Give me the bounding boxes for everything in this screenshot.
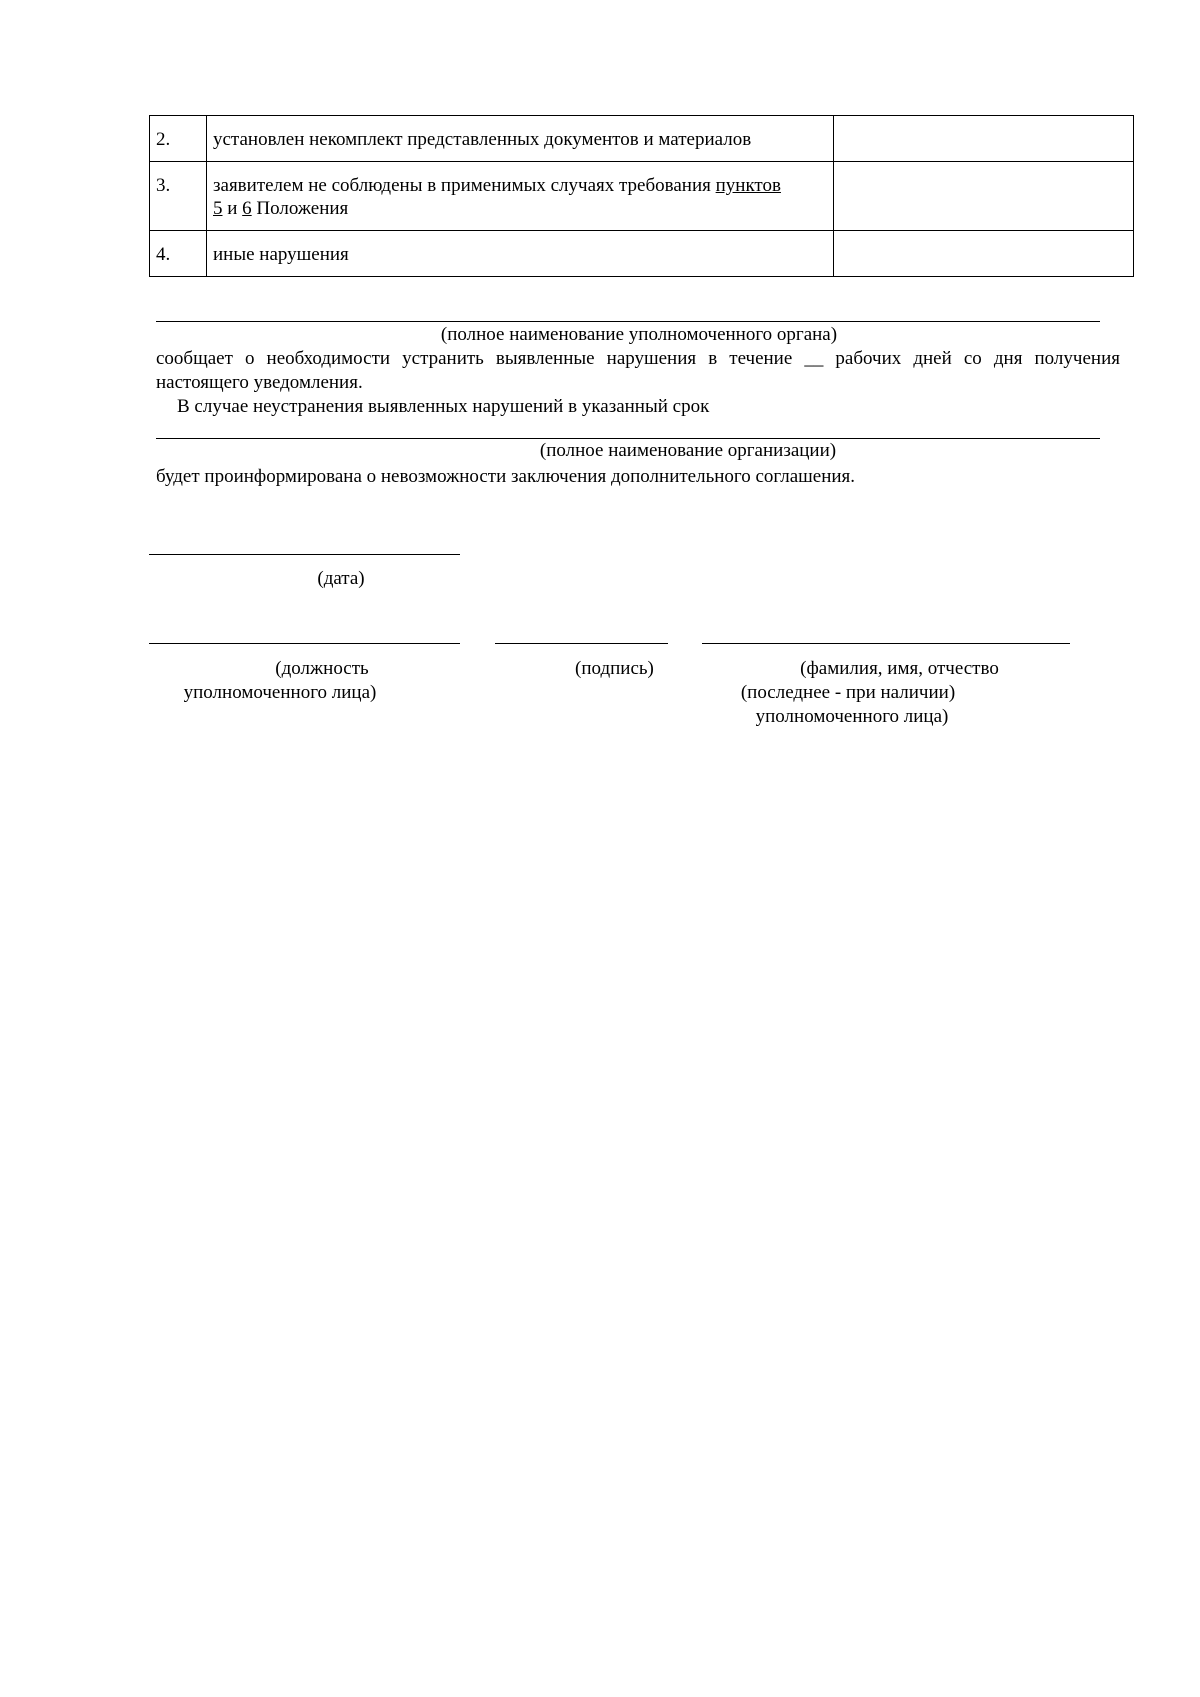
table-row	[150, 162, 1134, 231]
points-link[interactable]: пунктов	[715, 175, 781, 196]
date-caption: (дата)	[317, 568, 365, 589]
row-description	[207, 162, 834, 231]
days-blank: __	[804, 348, 824, 369]
consequence-text: будет проинформирована о невозможности заключения дополнительного соглашения.	[156, 466, 856, 487]
row-number: 3.	[150, 162, 207, 231]
organization-caption: (полное наименование организации)	[539, 440, 837, 461]
signature-line	[495, 643, 668, 644]
authority-caption: (полное наименование уполномоченного органа)	[440, 324, 838, 345]
name-caption-line3: уполномоченного лица)	[755, 706, 949, 727]
position-caption	[149, 657, 495, 705]
table-row	[150, 231, 1134, 277]
notice-text-part2: рабочих дней со дня получения настоящего уведомления.	[156, 348, 1120, 393]
row-text-after: Положения	[251, 198, 349, 219]
violations-table	[149, 115, 1134, 277]
name-caption	[702, 657, 1097, 729]
signature-caption: (подпись)	[575, 658, 654, 679]
notice-paragraph	[156, 347, 1120, 395]
authority-line	[156, 321, 1100, 322]
position-line	[149, 643, 460, 644]
row-description: установлен некомплект представленных документов и материалов	[207, 116, 834, 162]
position-caption-line1: (должность	[275, 658, 369, 679]
table-row	[150, 116, 1134, 162]
date-line	[149, 554, 460, 555]
row-description: иные нарушения	[207, 231, 834, 277]
point-5-link[interactable]: 5	[213, 198, 223, 219]
name-caption-line1: (фамилия, имя, отчество	[800, 658, 999, 679]
row-value	[834, 116, 1134, 162]
row-value	[834, 162, 1134, 231]
failure-text: В случае неустранения выявленных нарушений в указанный срок	[177, 396, 710, 417]
notice-text-part1: сообщает о необходимости устранить выявленные нарушения в течение	[156, 348, 805, 369]
row-text-before: заявителем не соблюдены в применимых случаях требования	[213, 175, 716, 196]
row-number: 4.	[150, 231, 207, 277]
position-caption-line2: уполномоченного лица)	[183, 682, 377, 703]
row-value	[834, 231, 1134, 277]
row-number: 2.	[150, 116, 207, 162]
name-line	[702, 643, 1070, 644]
row-conjunction: и	[222, 198, 243, 219]
point-6-link[interactable]: 6	[242, 198, 252, 219]
name-caption-line2: (последнее - при наличии)	[740, 682, 956, 703]
